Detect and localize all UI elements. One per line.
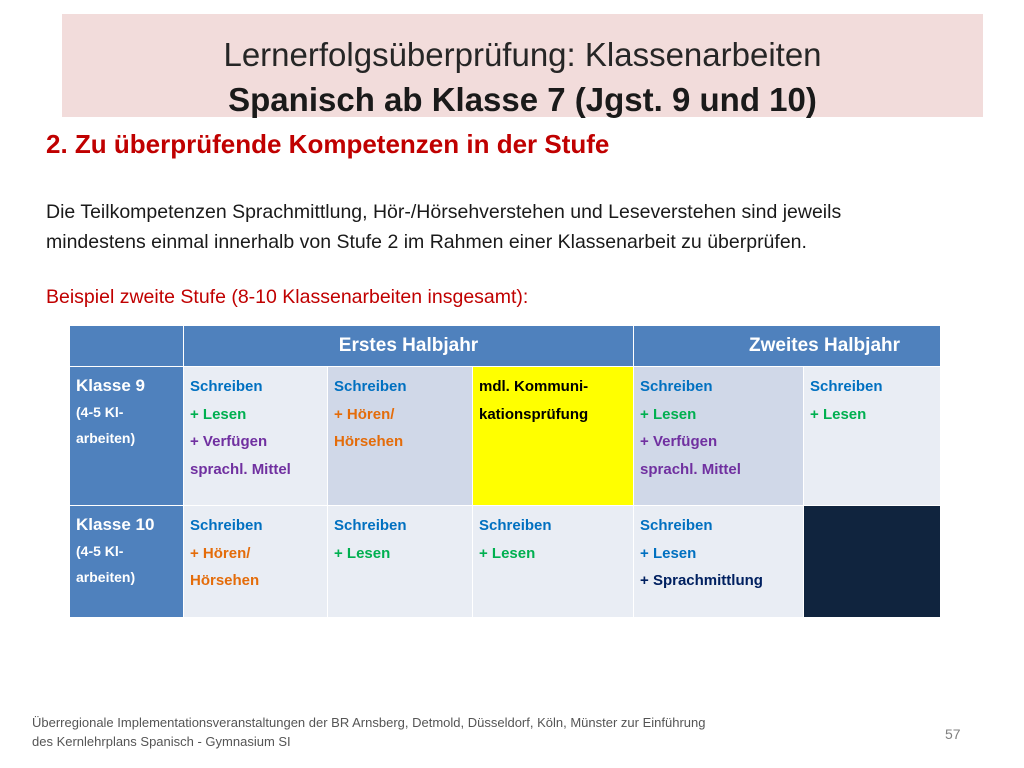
header-second-half: Zweites Halbjahr xyxy=(634,326,941,367)
skill-lesen: + Lesen xyxy=(190,405,247,423)
page-number: 57 xyxy=(945,726,961,742)
table-cell xyxy=(328,367,473,506)
skill-hoeren: + Hören/ xyxy=(334,405,395,423)
intro-text xyxy=(46,197,1006,257)
skill-lesen: + Lesen xyxy=(810,405,867,423)
skill-muendlich: kationsprüfung xyxy=(479,405,589,423)
section-heading: 2. Zu überprüfende Kompetenzen in der Stufe xyxy=(46,129,610,159)
exam-schedule-table xyxy=(69,325,941,618)
footer-line: des Kernlehrplans Spanisch - Gymnasium SI xyxy=(32,734,291,749)
footer-line: Überregionale Implementationsveranstaltungen der BR Arnsberg, Detmold, Düsseldorf, Köln, Münster zur Einführung xyxy=(32,715,706,730)
table-cell xyxy=(184,367,328,506)
slide-title: Lernerfolgsüberprüfung: Klassenarbeiten xyxy=(223,36,822,73)
skill-hoeren: + Hören/ xyxy=(190,544,251,562)
intro-line: Die Teilkompetenzen Sprachmittlung, Hör-/Hörsehverstehen und Leseverstehen sind jeweils xyxy=(46,201,842,223)
title-box xyxy=(62,14,983,117)
slide-subtitle: Spanisch ab Klasse 7 (Jgst. 9 und 10) xyxy=(228,81,817,118)
skill-verfuegen: + Verfügen xyxy=(640,433,718,450)
table-cell-empty xyxy=(804,506,941,618)
table-cell xyxy=(473,506,634,618)
row-title: Klasse 10 xyxy=(76,515,155,534)
table-header-row xyxy=(70,326,941,367)
table-row xyxy=(70,506,941,618)
footer xyxy=(32,713,852,751)
header-first-half: Erstes Halbjahr xyxy=(184,326,634,367)
row-title: Klasse 9 xyxy=(76,376,145,395)
skill-schreiben: Schreiben xyxy=(190,517,263,534)
skill-schreiben: Schreiben xyxy=(190,378,263,395)
skill-verfuegen: + Verfügen xyxy=(190,433,268,450)
skill-sprachmittlung: + Sprachmittlung xyxy=(640,572,763,589)
table-row xyxy=(70,367,941,506)
skill-hoeren: Hörsehen xyxy=(334,433,404,450)
skill-schreiben: Schreiben xyxy=(810,378,883,395)
skill-verfuegen: sprachl. Mittel xyxy=(190,460,291,478)
skill-schreiben: Schreiben xyxy=(479,517,552,534)
skill-schreiben: Schreiben xyxy=(640,378,713,395)
row-header-klasse-9 xyxy=(70,367,184,506)
skill-lesen: + Lesen xyxy=(334,544,391,562)
example-label: Beispiel zweite Stufe (8-10 Klassenarbeiten insgesamt): xyxy=(46,286,529,308)
header-corner xyxy=(70,326,184,367)
skill-verfuegen: sprachl. Mittel xyxy=(640,460,741,478)
skill-schreiben: Schreiben xyxy=(640,517,713,534)
skill-lesen: + Lesen xyxy=(640,544,697,562)
skill-schreiben: Schreiben xyxy=(334,378,407,395)
row-subtitle: arbeiten) xyxy=(76,569,136,585)
row-subtitle: arbeiten) xyxy=(76,430,136,446)
table-cell xyxy=(184,506,328,618)
skill-muendlich: mdl. Kommuni- xyxy=(479,378,589,395)
table-cell xyxy=(328,506,473,618)
row-header-klasse-10 xyxy=(70,506,184,618)
table-cell-highlighted xyxy=(473,367,634,506)
skill-lesen: + Lesen xyxy=(479,544,536,562)
table-cell xyxy=(634,506,804,618)
skill-schreiben: Schreiben xyxy=(334,517,407,534)
skill-lesen: + Lesen xyxy=(640,405,697,423)
row-subtitle: (4-5 Kl- xyxy=(76,404,124,420)
skill-hoeren: Hörsehen xyxy=(190,572,260,589)
table-cell xyxy=(804,367,941,506)
intro-line: mindestens einmal innerhalb von Stufe 2 im Rahmen einer Klassenarbeit zu überprüfen. xyxy=(46,231,807,253)
table-cell xyxy=(634,367,804,506)
row-subtitle: (4-5 Kl- xyxy=(76,543,124,559)
